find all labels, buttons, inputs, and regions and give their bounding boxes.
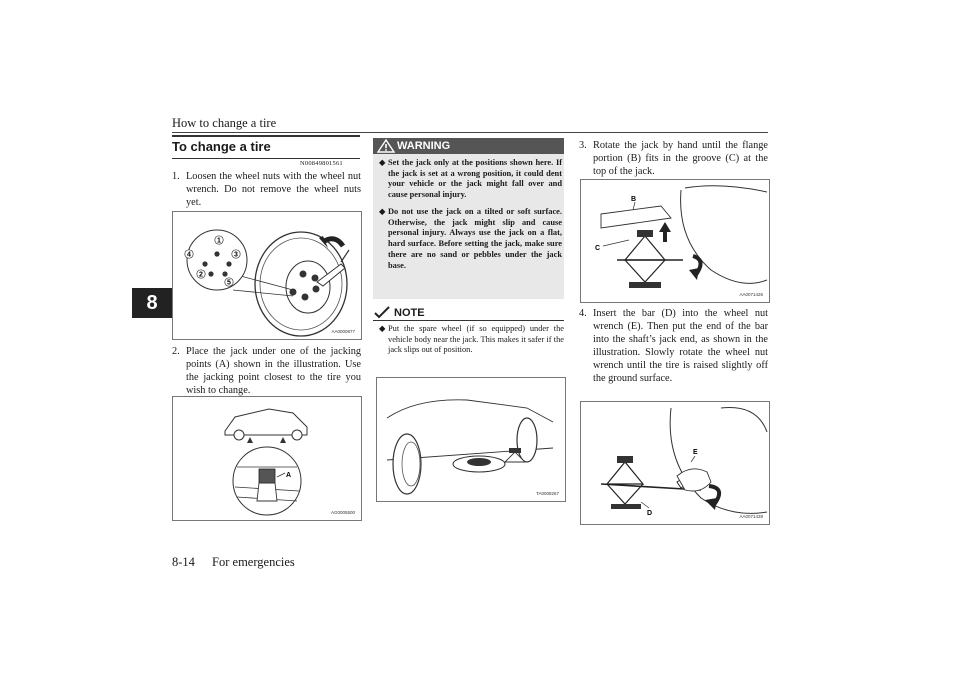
fig4-label-b: B: [631, 196, 637, 203]
fig4-label-c: C: [595, 245, 601, 252]
fig1-label-1: 1: [217, 237, 221, 245]
step-number: 4.: [579, 308, 587, 319]
chapter-name: For emergencies: [212, 555, 295, 569]
fig5-label-e: E: [693, 449, 698, 456]
step-text: Place the jack under one of the jacking points (A) shown in the illustration. Use the jacking point closest to the tire you wish to change.: [186, 346, 361, 396]
fig1-label-4: 4: [187, 251, 191, 259]
step-4: [579, 307, 768, 385]
note-header: [373, 305, 564, 321]
figure-code: AA0000877: [331, 329, 355, 334]
fig1-label-5: 5: [227, 279, 231, 287]
note-heading: NOTE: [394, 306, 425, 319]
warning-heading: WARNING: [397, 140, 451, 152]
section-code: N00849801561: [300, 160, 343, 167]
step-number: 2.: [172, 346, 180, 357]
step-text: Insert the bar (D) into the wheel nut wrench (E). Then put the end of the bar into the shaft’s jack end, as shown in the illustration. Slowly rotate the wheel nut wrench until the tire is raised slightly off the ground surface.: [593, 308, 768, 384]
diamond-bullet: ◆: [379, 324, 386, 333]
figure-code: TA0008267: [536, 491, 559, 496]
header-rule: [172, 132, 768, 133]
figure-code: AG0005500: [330, 510, 355, 515]
figure-wrench-bar: [580, 401, 770, 525]
step-text: Loosen the wheel nuts with the wheel nut wrench. Do not remove the wheel nuts yet.: [186, 171, 361, 208]
figure-jacking-points: [172, 396, 362, 521]
page-number: 8-14: [172, 555, 195, 569]
figure-jack-flange: [580, 179, 770, 303]
warning-item: ◆ Do not use the jack on a tilted or soft surface. Otherwise, the jack might slip and cause personal injury. Always use the jack on a flat, hard surface. Before setting the jack, make sure there are no sand or pebbles under the jack base.: [379, 207, 562, 270]
warning-triangle-icon: [377, 139, 395, 153]
note-check-icon: [373, 306, 391, 319]
figure-code: AA0071439: [739, 514, 763, 519]
jack-flange-illustration: [581, 180, 769, 302]
jacking-point-illustration: [173, 397, 361, 520]
section-title: To change a tire: [172, 139, 360, 159]
fig5-label-d: D: [647, 510, 653, 517]
fig1-label-2: 2: [199, 271, 203, 279]
step-number: 3.: [579, 140, 587, 151]
page-footer: [172, 555, 309, 570]
spare-wheel-illustration: [377, 378, 565, 501]
note-item: ◆ Put the spare wheel (if so equipped) under the vehicle body near the jack. This makes it safer if the jack slips out of position.: [379, 324, 564, 355]
figure-wheel-nuts: [172, 211, 362, 340]
step-text: Rotate the jack by hand until the flange portion (B) fits in the groove (C) at the top of the jack.: [593, 140, 768, 177]
step-number: 1.: [172, 171, 180, 182]
warning-item: ◆ Set the jack only at the positions shown here. If the jack is set at a wrong position, it could dent your vehicle or the jack might fall over and cause personal injury.: [379, 158, 562, 200]
fig1-label-3: 3: [234, 251, 238, 259]
figure-spare-wheel: [376, 377, 566, 502]
wheel-nut-illustration: [173, 212, 361, 339]
chapter-tab: 8: [132, 288, 172, 318]
step-2: [172, 345, 361, 397]
diamond-bullet: ◆: [379, 158, 386, 167]
figure-code: AA0071426: [739, 292, 763, 297]
warning-body: [373, 154, 564, 299]
step-3: [579, 139, 768, 178]
warning-header: [373, 138, 564, 154]
step-1: [172, 170, 361, 209]
running-header: How to change a tire: [172, 116, 277, 130]
fig2-label-a: A: [286, 472, 292, 479]
diamond-bullet: ◆: [379, 207, 386, 216]
wrench-bar-illustration: [581, 402, 769, 524]
